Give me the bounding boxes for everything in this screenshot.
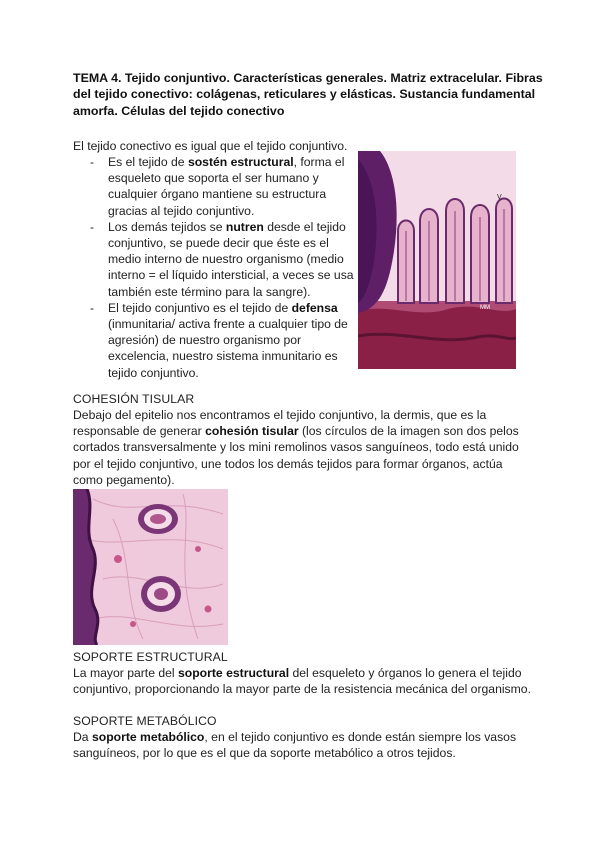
cohesion-paragraph	[73, 407, 535, 488]
dermis-micrograph	[73, 489, 228, 645]
figure-label-v: V	[497, 194, 502, 201]
villi-micrograph	[358, 151, 516, 369]
bullet-list	[73, 154, 358, 381]
soporte-metabolico-paragraph	[73, 729, 535, 761]
section-heading: SOPORTE ESTRUCTURAL	[73, 650, 228, 664]
text-run: Da	[73, 730, 92, 744]
text-run: La mayor parte del	[73, 666, 179, 680]
text-run: del esqueleto y órganos lo genera el tejido conjuntivo, proporcionando la mayor parte de la resistencia mecánica del organismo.	[73, 666, 531, 697]
bold-term: soporte estructural	[178, 666, 290, 680]
text-run: Es el tejido de	[108, 155, 188, 169]
text-run: (los círculos de la imagen son dos pelos cortados transversalmente y los mini remolinos vasos sanguíneos, todo está unido por el tejido conjuntivo, une todos los demás tejidos para formar órganos, actúa como pegamento).	[73, 424, 519, 487]
text-run: El tejido conjuntivo es el tejido de	[108, 300, 292, 315]
bold-term: sostén estructural	[187, 155, 294, 169]
soporte-estructural-paragraph	[73, 665, 535, 697]
list-item	[73, 219, 358, 300]
intro-paragraph: El tejido conectivo es igual que el tejido conjuntivo.	[73, 139, 348, 153]
section-heading: COHESIÓN TISULAR	[73, 392, 195, 406]
bold-term: soporte metabólico	[91, 730, 205, 744]
bold-term: cohesión tisular	[205, 424, 299, 439]
text-run: desde el tejido conjuntivo, se puede decir que éste es el medio interno de nuestro organismo (medio interno = el líquido intersticial, a veces se usa también este término para la sangre).	[108, 219, 354, 299]
text-run: , en el tejido conjuntivo es donde están siempre los vasos sanguíneos, por lo que es el que da soporte metabólico a otros tejidos.	[73, 730, 517, 761]
list-item	[73, 300, 358, 381]
bold-term: nutren	[225, 219, 264, 234]
text-run: Debajo del epitelio nos encontramos el tejido conjuntivo, la dermis, que es la responsable de generar	[73, 408, 487, 439]
figure-label-mm: MM	[480, 305, 490, 311]
document-title: TEMA 4. Tejido conjuntivo. Características generales. Matriz extracelular. Fibras del tejido conectivo: colágenas, reticulares y elásticas. Sustancia fundamental amorfa. Células del tejido conectivo	[73, 71, 543, 118]
text-run: Los demás tejidos se	[108, 219, 226, 234]
bold-term: defensa	[291, 300, 338, 315]
list-item	[73, 154, 358, 219]
text-run: (inmunitaria/ activa frente a cualquier tipo de agresión) de nuestro organismo por excelencia, nuestro sistema inmunitario es tejido conjuntivo.	[108, 317, 348, 380]
section-heading: SOPORTE METABÓLICO	[73, 714, 217, 728]
text-run: , forma el esqueleto que soporta el ser humano y cualquier órgano mantiene su estructura gracias al tejido conjuntivo.	[108, 155, 345, 218]
